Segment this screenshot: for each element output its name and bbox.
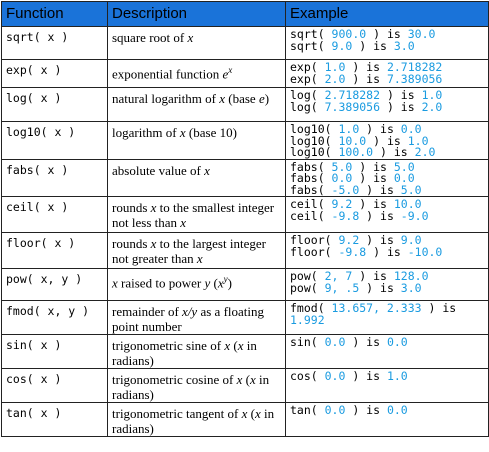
description-cell: logarithm of x (base 10) [108,122,286,160]
description-cell: rounds x to the smallest integer not less than x [108,197,286,233]
example-code: tan( [290,403,325,417]
example-code: log( [290,88,325,102]
function-cell: log( x ) [2,88,108,122]
description-cell: trigonometric cosine of x (x in radians) [108,369,286,403]
example-cell [286,27,489,60]
example-code: ) is [373,145,415,159]
example-cell [286,269,489,301]
example-argument: 9.0 [331,38,353,53]
example-code: ) is [359,208,401,223]
table-row [2,233,489,269]
example-result: 1.0 [386,369,408,383]
example-code: exp( [290,60,325,74]
example-code: ) is [366,133,408,148]
example-code: ceil( [290,197,332,211]
example-code: fabs( [290,159,332,174]
example-code: ) is [345,335,387,349]
description-cell: absolute value of x [108,159,286,197]
description-cell: x raised to power y $(x^y)$ [108,269,286,301]
example-code: pow( [290,280,325,295]
example-result: 5.0 [393,159,415,174]
example-argument: 0.0 [324,403,346,417]
example-result: 0.0 [386,335,408,349]
example-code: ) is [359,280,401,295]
example-code: ) is [359,233,401,247]
example-line [290,99,484,114]
example-result: 0.0 [393,171,415,185]
example-code: sqrt( [290,27,332,41]
example-result: 1.0 [407,133,429,148]
header-function: Function [2,2,108,27]
example-code: ) is [380,99,422,114]
example-argument: 1.0 [324,60,346,74]
header-row [2,2,489,27]
example-argument: 0.0 [331,171,353,185]
example-result: 2.718282 [386,60,443,74]
example-code: pow( [290,269,325,283]
example-argument: 13.657, 2.333 [331,301,422,315]
example-cell [286,88,489,122]
example-argument: 100.0 [338,145,374,159]
table-row [2,269,489,301]
example-code: ) is [366,27,408,41]
function-cell: exp( x ) [2,60,108,88]
example-cell [286,233,489,269]
example-code: ) is [352,269,394,283]
example-code: cos( [290,369,325,383]
example-argument: 10.0 [338,133,367,148]
function-cell: ceil( x ) [2,197,108,233]
description-cell: rounds x to the largest integer not greater than x [108,233,286,269]
example-argument: 0.0 [324,335,346,349]
example-result: 0.0 [386,403,408,417]
example-result: 30.0 [407,27,436,41]
description-cell: trigonometric sine of x (x in radians) [108,335,286,369]
example-result: 1.0 [421,88,443,102]
example-code: floor( [290,244,339,259]
table-row [2,403,489,437]
example-line [290,312,484,327]
example-code: sin( [290,335,325,349]
example-cell [286,335,489,369]
example-line [290,337,484,349]
example-result: 10.0 [393,197,422,211]
example-argument: 2, 7 [324,269,353,283]
example-argument: 0.0 [324,369,346,383]
example-code: fabs( [290,182,332,197]
table-row [2,27,489,60]
example-line [290,208,484,223]
example-code: ) is [380,88,422,102]
example-argument: 9.2 [338,233,360,247]
example-code: ) is [366,244,408,259]
example-code: ) is [352,38,394,53]
header-description: Description [108,2,286,27]
example-argument: 9.2 [331,197,353,211]
example-code: ceil( [290,208,332,223]
example-result: 2.0 [421,99,443,114]
example-code: fabs( [290,171,332,185]
example-cell [286,60,489,88]
example-argument: 7.389056 [324,99,381,114]
example-argument: -9.8 [331,208,360,223]
example-code: ) is [359,122,401,136]
example-code: ) is [359,182,401,197]
example-result: 3.0 [400,280,422,295]
example-code: floor( [290,233,339,247]
example-result: -9.0 [400,208,429,223]
example-code: fmod( [290,301,332,315]
example-cell [286,122,489,160]
description-cell: trigonometric tangent of x (x in radians) [108,403,286,437]
function-cell: cos( x ) [2,369,108,403]
example-code: ) is [345,71,387,86]
math-functions-table [1,1,489,437]
example-cell [286,159,489,197]
table-row [2,159,489,197]
example-argument: -5.0 [331,182,360,197]
example-code: log10( [290,145,339,159]
description-cell: natural logarithm of x (base e) [108,88,286,122]
example-code: ) is [352,171,394,185]
table-row [2,301,489,335]
function-cell: fabs( x ) [2,159,108,197]
example-result: 1.992 [290,312,325,327]
example-code: ) is [345,369,387,383]
example-code: ) is [352,159,394,174]
example-code: ) is [345,60,387,74]
example-code: ) is [421,301,457,315]
example-code: exp( [290,71,325,86]
table-row [2,122,489,160]
description-cell: remainder of x/y as a floating point number [108,301,286,335]
example-code: log( [290,99,325,114]
function-cell: sqrt( x ) [2,27,108,60]
example-argument: 2.0 [324,71,346,86]
function-cell: pow( x, y ) [2,269,108,301]
example-line [290,147,484,159]
table-body [2,27,489,437]
table-row [2,60,489,88]
example-argument: 2.718282 [324,88,381,102]
example-argument: 900.0 [331,27,367,41]
example-cell [286,197,489,233]
example-argument: 9, .5 [324,280,360,295]
function-cell: sin( x ) [2,335,108,369]
function-cell: fmod( x, y ) [2,301,108,335]
example-result: 9.0 [400,233,422,247]
example-line [290,71,484,86]
example-code: sqrt( [290,38,332,53]
example-code: log10( [290,122,339,136]
example-line [290,182,484,197]
header-example: Example [286,2,489,27]
example-code: log10( [290,133,339,148]
table-row [2,335,489,369]
example-line [290,38,484,53]
example-argument: 1.0 [338,122,360,136]
example-result: 7.389056 [386,71,443,86]
table-row [2,369,489,403]
example-cell [286,403,489,437]
example-result: 0.0 [400,122,422,136]
example-argument: -9.8 [338,244,367,259]
example-result: -10.0 [407,244,443,259]
example-line [290,405,484,417]
function-cell: log10( x ) [2,122,108,160]
example-result: 5.0 [400,182,422,197]
table-row [2,197,489,233]
table-row [2,88,489,122]
math-functions-table-container [1,1,488,450]
example-cell [286,301,489,335]
example-cell [286,369,489,403]
example-result: 128.0 [393,269,429,283]
example-line [290,280,484,295]
function-cell: floor( x ) [2,233,108,269]
description-cell: square root of x [108,27,286,60]
example-result: 2.0 [414,145,436,159]
description-cell: exponential function $e^x$ [108,60,286,88]
function-cell: tan( x ) [2,403,108,437]
example-result: 3.0 [393,38,415,53]
example-argument: 5.0 [331,159,353,174]
example-code: ) is [345,403,387,417]
example-line [290,244,484,259]
example-line [290,371,484,383]
example-code: ) is [352,197,394,211]
